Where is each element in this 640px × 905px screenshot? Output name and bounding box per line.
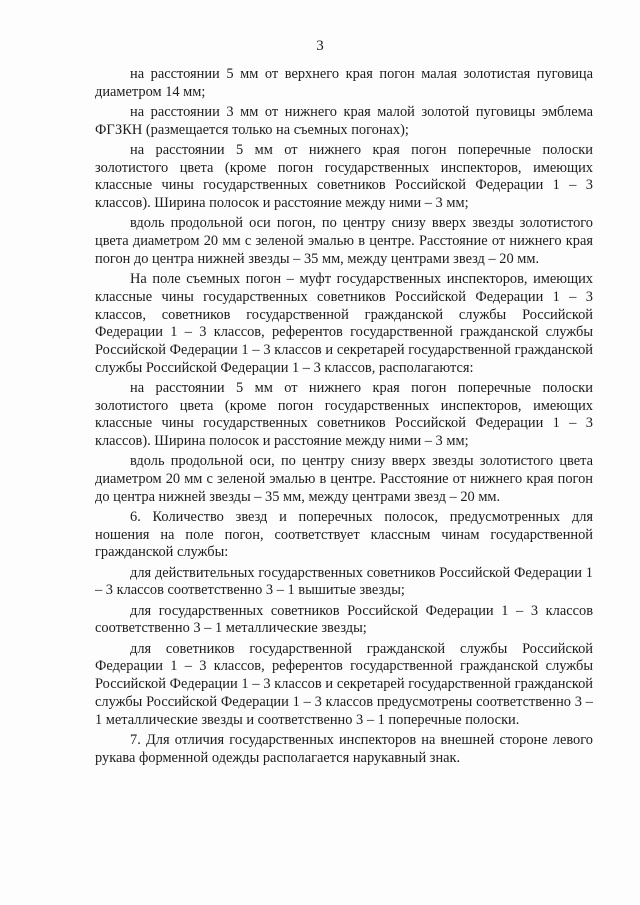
page-number: 3: [316, 38, 324, 54]
paragraph: на расстоянии 5 мм от нижнего края погон поперечные полоски золотистого цвета (кроме погон государственных инспекторов, имеющих классные чины государственных советников Российской Федерации 1 – 3 классов). Ширина полосок и расстояние между ними – 3 мм;: [95, 379, 593, 450]
paragraph: 7. Для отличия государственных инспекторов на внешней стороне левого рукава форменной одежды располагается нарукавный знак.: [95, 731, 593, 766]
paragraph: для действительных государственных советников Российской Федерации 1 – 3 классов соответственно 3 – 1 вышитые звезды;: [95, 564, 593, 599]
paragraph: для советников государственной гражданской службы Российской Федерации 1 – 3 классов, референтов государственной гражданской службы Российской Федерации 1 – 3 классов и секретарей государственной гражданской службы Российской Федерации 1 – 3 классов предусмотрены соответственно 3 – 1 металлические звезды и соответственно 3 – 1 поперечные полоски.: [95, 640, 593, 728]
paragraph: вдоль продольной оси погон, по центру снизу вверх звезды золотистого цвета диаметром 20 мм с зеленой эмалью в центре. Расстояние от нижнего края погон до центра нижней звезды – 35 мм, между центрами звезд – 20 мм.: [95, 215, 593, 267]
paragraph: на расстоянии 5 мм от нижнего края погон поперечные полоски золотистого цвета (кроме погон государственных инспекторов, имеющих классные чины государственных советников Российской Федерации 1 – 3 классов). Ширина полосок и расстояние между ними – 3 мм;: [95, 142, 593, 212]
paragraph: на расстоянии 5 мм от верхнего края погон малая золотистая пуговица диаметром 14 мм;: [95, 66, 593, 100]
paragraph: на расстоянии 3 мм от нижнего края малой золотой пуговицы эмблема ФГЗКН (размещается только на съемных погонах);: [95, 104, 593, 138]
paragraph: На поле съемных погон – муфт государственных инспекторов, имеющих классные чины государственных советников Российской Федерации 1 – 3 классов, советников государственной гражданской службы Российской Федерации 1 – 3 классов, референтов государственной гражданской службы Российской Федерации 1 – 3 классов и секретарей государственной гражданской службы Российской Федерации 1 – 3 классов, располагаются:: [95, 271, 593, 376]
paragraph: 6. Количество звезд и поперечных полосок, предусмотренных для ношения на поле погон, соответствует классным чинам государственной гражданской службы:: [95, 509, 593, 561]
paragraph: вдоль продольной оси, по центру снизу вверх звезды золотистого цвета диаметром 20 мм с зеленой эмалью в центре. Расстояние от нижнего края погон до центра нижней звезды – 35 мм, между центрами звезд – 20 мм.: [95, 453, 593, 505]
document-body: [95, 66, 593, 770]
paragraph: для государственных советников Российской Федерации 1 – 3 классов соответственно 3 – 1 металлические звезды;: [95, 602, 593, 637]
